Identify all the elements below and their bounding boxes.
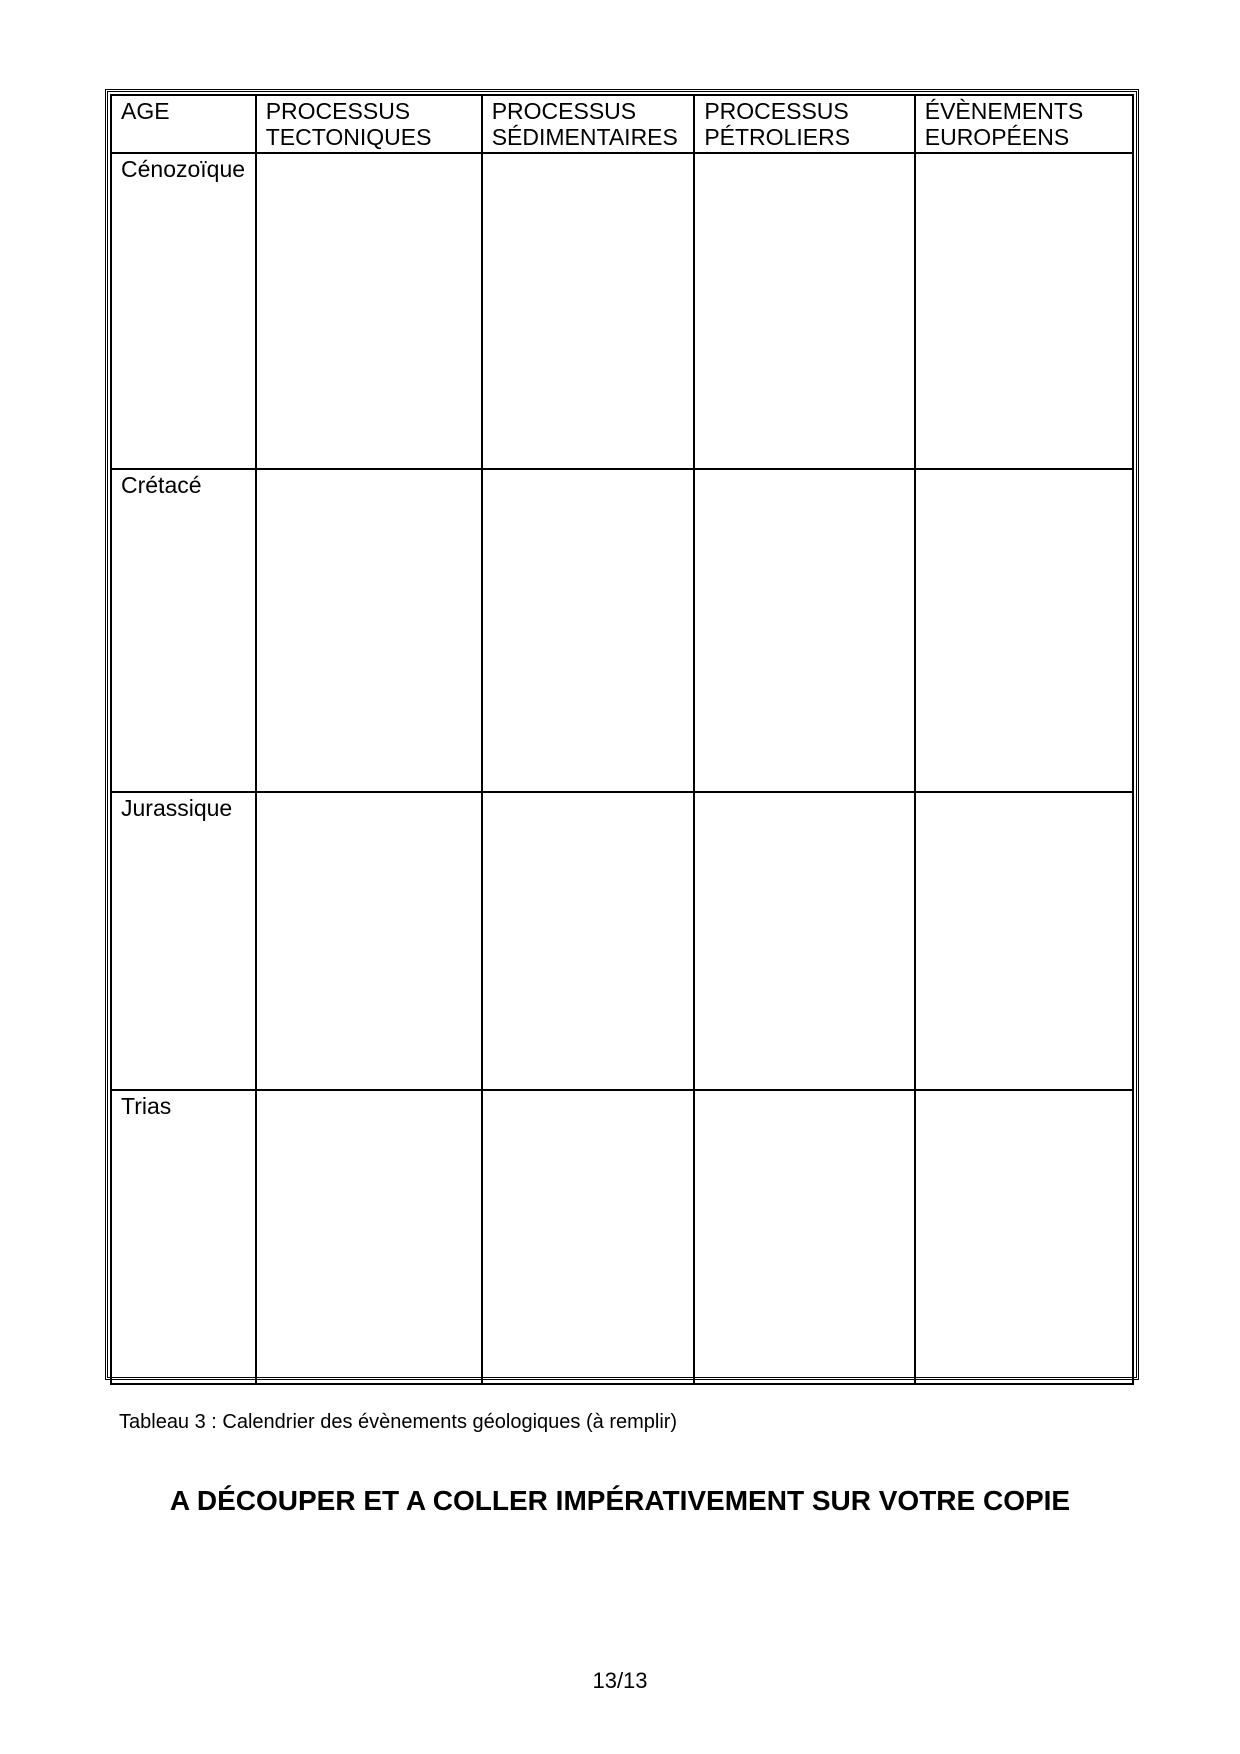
header-text: PÉTROLIERS: [704, 124, 851, 150]
age-cell: Jurassique: [111, 792, 256, 1090]
header-text: PROCESSUS: [265, 98, 411, 124]
fillable-cell[interactable]: [694, 153, 914, 469]
fillable-cell[interactable]: [694, 469, 914, 792]
table-header-row: [111, 95, 1133, 153]
calendar-table-frame: [105, 89, 1139, 1380]
fillable-cell[interactable]: [694, 1090, 914, 1384]
header-text: SÉDIMENTAIRES: [491, 124, 678, 150]
age-cell: Trias: [111, 1090, 256, 1384]
fillable-cell[interactable]: [256, 153, 482, 469]
fillable-cell[interactable]: [256, 1090, 482, 1384]
fillable-cell[interactable]: [482, 153, 695, 469]
cut-and-paste-instruction: A DÉCOUPER ET A COLLER IMPÉRATIVEMENT SUR VOTRE COPIE: [169, 1485, 1071, 1516]
header-age: [111, 95, 256, 153]
header-petroleum-processes: [694, 95, 914, 153]
fillable-cell[interactable]: [482, 792, 695, 1090]
fillable-cell[interactable]: [256, 792, 482, 1090]
fillable-cell[interactable]: [915, 153, 1133, 469]
table-row: [111, 153, 1133, 469]
fillable-cell[interactable]: [915, 469, 1133, 792]
header-sedimentary-processes: [482, 95, 695, 153]
table-row: [111, 1090, 1133, 1384]
age-cell: Cénozoïque: [111, 153, 256, 469]
header-text: PROCESSUS: [704, 98, 849, 124]
fillable-cell[interactable]: [915, 792, 1133, 1090]
header-tectonic-processes: [256, 95, 482, 153]
header-text: PROCESSUS: [491, 98, 637, 124]
age-cell: Crétacé: [111, 469, 256, 792]
header-european-events: [915, 95, 1133, 153]
table-row: [111, 792, 1133, 1090]
fillable-cell[interactable]: [915, 1090, 1133, 1384]
fillable-cell[interactable]: [482, 1090, 695, 1384]
header-text: AGE: [121, 98, 170, 124]
header-text: EUROPÉENS: [924, 124, 1070, 150]
geological-calendar-table: [110, 94, 1134, 1385]
fillable-cell[interactable]: [694, 792, 914, 1090]
page-number: 13/13: [592, 1668, 648, 1693]
header-text: TECTONIQUES: [265, 124, 432, 150]
fillable-cell[interactable]: [482, 469, 695, 792]
table-row: [111, 469, 1133, 792]
table-caption: Tableau 3 : Calendrier des évènements géologiques (à remplir): [119, 1411, 678, 1433]
header-text: ÉVÈNEMENTS: [924, 98, 1084, 124]
fillable-cell[interactable]: [256, 469, 482, 792]
